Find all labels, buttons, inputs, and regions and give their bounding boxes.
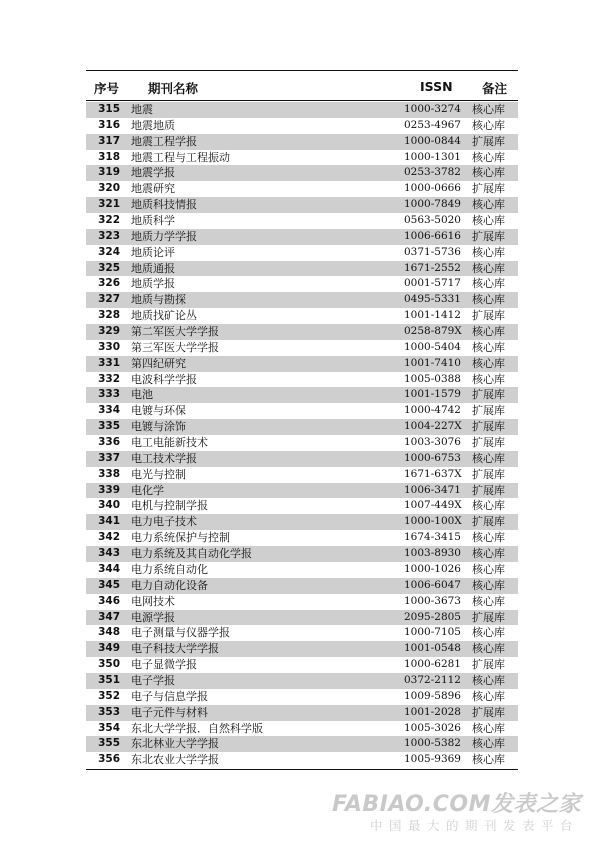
row-number: 344 <box>98 562 120 575</box>
table-row <box>86 736 518 752</box>
issn-value: 1001-0548 <box>404 642 461 655</box>
note-value: 扩展库 <box>472 515 505 529</box>
issn-value: 1005-0388 <box>404 372 461 385</box>
table-row <box>86 641 518 657</box>
note-value: 核心库 <box>472 372 505 386</box>
note-value: 核心库 <box>472 642 505 656</box>
row-number: 336 <box>98 436 120 449</box>
note-value: 核心库 <box>472 293 505 307</box>
row-number: 345 <box>98 578 120 591</box>
table-row <box>86 118 518 134</box>
table-row <box>86 197 518 213</box>
table-row <box>86 530 518 546</box>
row-number: 341 <box>98 515 120 528</box>
note-value: 核心库 <box>472 198 505 212</box>
issn-value: 0372-2112 <box>404 673 461 686</box>
note-value: 扩展库 <box>472 658 505 672</box>
row-number: 340 <box>98 499 120 512</box>
table-row <box>86 578 518 594</box>
row-number: 317 <box>98 134 120 147</box>
issn-value: 0495-5331 <box>404 293 461 306</box>
table-row <box>86 562 518 578</box>
row-number: 327 <box>98 293 120 306</box>
row-number: 323 <box>98 229 120 242</box>
journal-name: 电力系统保护与控制 <box>131 531 230 545</box>
issn-value: 1671-2552 <box>404 261 461 274</box>
issn-value: 0258-879X <box>404 325 462 338</box>
journal-name: 地质力学学报 <box>131 229 197 243</box>
issn-value: 1000-0844 <box>404 134 461 147</box>
issn-value: 1009-5896 <box>404 689 461 702</box>
journal-name: 第四纪研究 <box>131 356 186 370</box>
row-number: 346 <box>98 594 120 607</box>
issn-value: 1674-3415 <box>404 531 461 544</box>
journal-name: 电镀与环保 <box>131 404 186 418</box>
note-value: 扩展库 <box>472 483 505 497</box>
journal-name: 电子显微学报 <box>131 658 197 672</box>
journal-name: 第二军医大学学报 <box>131 325 219 339</box>
row-number: 325 <box>98 261 120 274</box>
journal-name: 电力系统自动化 <box>131 562 208 576</box>
note-value: 核心库 <box>472 166 505 180</box>
note-value: 核心库 <box>472 721 505 735</box>
journal-name: 电子学报 <box>131 673 175 687</box>
table-body <box>86 102 518 768</box>
note-value: 核心库 <box>472 245 505 259</box>
note-value: 核心库 <box>472 150 505 164</box>
note-value: 扩展库 <box>472 404 505 418</box>
note-value: 核心库 <box>472 261 505 275</box>
table-row <box>86 721 518 737</box>
issn-value: 1000-0666 <box>404 182 461 195</box>
row-number: 353 <box>98 705 120 718</box>
issn-value: 0253-3782 <box>404 166 461 179</box>
issn-value: 1001-2028 <box>404 705 461 718</box>
table-row <box>86 165 518 181</box>
issn-value: 1004-227X <box>404 420 462 433</box>
note-value: 扩展库 <box>472 388 505 402</box>
table-row <box>86 308 518 324</box>
row-number: 352 <box>98 689 120 702</box>
note-value: 核心库 <box>472 531 505 545</box>
journal-name: 电子测量与仪器学报 <box>131 626 230 640</box>
journal-name: 地质找矿论丛 <box>131 309 197 323</box>
issn-value: 0563-5020 <box>404 214 461 227</box>
journal-name: 地质科学 <box>131 214 175 228</box>
table-row <box>86 245 518 261</box>
note-value: 核心库 <box>472 499 505 513</box>
note-value: 核心库 <box>472 277 505 291</box>
note-value: 扩展库 <box>472 182 505 196</box>
table-row <box>86 340 518 356</box>
row-number: 347 <box>98 610 120 623</box>
issn-value: 1000-6281 <box>404 658 461 671</box>
row-number: 320 <box>98 182 120 195</box>
journal-name: 地质科技情报 <box>131 198 197 212</box>
journal-name: 地质学报 <box>131 277 175 291</box>
issn-value: 1007-449X <box>404 499 462 512</box>
row-number: 326 <box>98 277 120 290</box>
journal-name: 东北农业大学学报 <box>131 753 219 767</box>
row-number: 315 <box>98 103 120 115</box>
table-row <box>86 483 518 499</box>
journal-name: 地质与勘探 <box>131 293 186 307</box>
row-number: 343 <box>98 547 120 560</box>
table-row <box>86 276 518 292</box>
note-value: 核心库 <box>472 578 505 592</box>
table-header <box>86 73 518 99</box>
journal-name: 电力电子技术 <box>131 515 197 529</box>
journal-name: 电池 <box>131 388 153 402</box>
journal-name: 电工技术学报 <box>131 451 197 465</box>
issn-value: 1001-7410 <box>404 356 461 369</box>
journal-name: 电力自动化设备 <box>131 578 208 592</box>
table-row <box>86 498 518 514</box>
table-row <box>86 673 518 689</box>
journal-name: 电子元件与材料 <box>131 705 208 719</box>
note-value: 核心库 <box>472 753 505 767</box>
issn-value: 1000-5404 <box>404 340 461 353</box>
row-number: 329 <box>98 325 120 338</box>
table-row <box>86 625 518 641</box>
row-number: 331 <box>98 356 120 369</box>
journal-name: 电波科学学报 <box>131 372 197 386</box>
note-value: 核心库 <box>472 673 505 687</box>
row-number: 321 <box>98 198 120 211</box>
table-row <box>86 610 518 626</box>
journal-name: 地震工程学报 <box>131 134 197 148</box>
table-row <box>86 387 518 403</box>
note-value: 扩展库 <box>472 610 505 624</box>
issn-value: 0253-4967 <box>404 118 461 131</box>
note-value: 核心库 <box>472 214 505 228</box>
note-value: 核心库 <box>472 325 505 339</box>
row-number: 356 <box>98 753 120 766</box>
note-value: 扩展库 <box>472 467 505 481</box>
issn-value: 1000-7849 <box>404 198 461 211</box>
journal-name: 地震学报 <box>131 166 175 180</box>
issn-value: 1005-9369 <box>404 753 461 766</box>
note-value: 扩展库 <box>472 134 505 148</box>
issn-value: 1003-8930 <box>404 547 461 560</box>
journal-name: 东北林业大学学报 <box>131 737 219 751</box>
table-row <box>86 356 518 372</box>
row-number: 342 <box>98 531 120 544</box>
issn-value: 0001-5717 <box>404 277 461 290</box>
issn-value: 1006-6047 <box>404 578 461 591</box>
journal-name: 第三军医大学学报 <box>131 340 219 354</box>
table-header-rule <box>86 100 518 101</box>
table-bottom-rule <box>86 769 518 770</box>
note-value: 核心库 <box>472 340 505 354</box>
issn-value: 1000-3673 <box>404 594 461 607</box>
header-note: 备注 <box>482 81 508 96</box>
table-row <box>86 752 518 768</box>
note-value: 核心库 <box>472 737 505 751</box>
issn-value: 1001-1412 <box>404 309 461 322</box>
note-value: 扩展库 <box>472 436 505 450</box>
row-number: 349 <box>98 642 120 655</box>
row-number: 351 <box>98 673 120 686</box>
note-value: 核心库 <box>472 562 505 576</box>
note-value: 核心库 <box>472 118 505 132</box>
table-row <box>86 372 518 388</box>
row-number: 355 <box>98 737 120 750</box>
watermark-brand: FABIAO.COM发表之家 <box>332 792 581 817</box>
table-row <box>86 594 518 610</box>
table-row <box>86 467 518 483</box>
journal-name: 电化学 <box>131 483 164 497</box>
table-row <box>86 546 518 562</box>
journal-name: 电光与控制 <box>131 467 186 481</box>
issn-value: 1000-3274 <box>404 103 461 115</box>
note-value: 扩展库 <box>472 420 505 434</box>
table-row <box>86 403 518 419</box>
table-row <box>86 657 518 673</box>
journal-name: 电子与信息学报 <box>131 689 208 703</box>
row-number: 319 <box>98 166 120 179</box>
note-value: 核心库 <box>472 356 505 370</box>
table-row <box>86 419 518 435</box>
journal-name: 电力系统及其自动化学报 <box>131 547 252 561</box>
journal-name: 电子科技大学学报 <box>131 642 219 656</box>
row-number: 322 <box>98 214 120 227</box>
table-row <box>86 102 518 118</box>
issn-value: 1000-7105 <box>404 626 461 639</box>
issn-value: 1005-3026 <box>404 721 461 734</box>
row-number: 328 <box>98 309 120 322</box>
note-value: 核心库 <box>472 626 505 640</box>
note-value: 核心库 <box>472 103 505 116</box>
journal-name: 地震工程与工程振动 <box>131 150 230 164</box>
row-number: 316 <box>98 118 120 131</box>
issn-value: 1000-5382 <box>404 737 461 750</box>
issn-value: 1006-6616 <box>404 229 461 242</box>
journal-name: 地质通报 <box>131 261 175 275</box>
table-row <box>86 514 518 530</box>
issn-value: 1000-100X <box>404 515 462 528</box>
journal-name: 电镀与涂饰 <box>131 420 186 434</box>
journal-name: 东北大学学报．自然科学版 <box>131 721 263 735</box>
watermark-slogan: 中国最大的期刊发表平台 <box>369 818 579 833</box>
journal-name: 地质论评 <box>131 245 175 259</box>
table-row <box>86 451 518 467</box>
row-number: 350 <box>98 658 120 671</box>
table-row <box>86 324 518 340</box>
journal-name: 地震研究 <box>131 182 175 196</box>
table-row <box>86 705 518 721</box>
issn-value: 1001-1579 <box>404 388 461 401</box>
table-row <box>86 134 518 150</box>
issn-value: 1671-637X <box>404 467 462 480</box>
note-value: 核心库 <box>472 594 505 608</box>
row-number: 318 <box>98 150 120 163</box>
table-row <box>86 150 518 166</box>
journal-name: 电机与控制学报 <box>131 499 208 513</box>
table-row <box>86 435 518 451</box>
journal-name: 地震 <box>131 103 153 116</box>
journal-name: 电源学报 <box>131 610 175 624</box>
journal-name: 电工电能新技术 <box>131 436 208 450</box>
note-value: 核心库 <box>472 547 505 561</box>
header-number: 序号 <box>94 81 120 96</box>
table-row <box>86 292 518 308</box>
row-number: 339 <box>98 483 120 496</box>
header-issn: ISSN <box>420 79 453 94</box>
row-number: 348 <box>98 626 120 639</box>
header-journal-name: 期刊名称 <box>148 81 199 96</box>
row-number: 324 <box>98 245 120 258</box>
row-number: 334 <box>98 404 120 417</box>
row-number: 332 <box>98 372 120 385</box>
note-value: 核心库 <box>472 689 505 703</box>
issn-value: 0371-5736 <box>404 245 461 258</box>
note-value: 核心库 <box>472 451 505 465</box>
row-number: 337 <box>98 451 120 464</box>
table-row <box>86 689 518 705</box>
journal-name: 地震地质 <box>131 118 175 132</box>
journal-name: 电网技术 <box>131 594 175 608</box>
issn-value: 2095-2805 <box>404 610 461 623</box>
table-row <box>86 181 518 197</box>
issn-value: 1000-1301 <box>404 150 461 163</box>
issn-value: 1003-3076 <box>404 436 461 449</box>
issn-value: 1000-4742 <box>404 404 461 417</box>
table-row <box>86 229 518 245</box>
table-row <box>86 261 518 277</box>
note-value: 扩展库 <box>472 309 505 323</box>
row-number: 354 <box>98 721 120 734</box>
table-top-rule <box>86 70 518 71</box>
note-value: 扩展库 <box>472 229 505 243</box>
row-number: 335 <box>98 420 120 433</box>
issn-value: 1006-3471 <box>404 483 461 496</box>
issn-value: 1000-6753 <box>404 451 461 464</box>
table-row <box>86 213 518 229</box>
row-number: 338 <box>98 467 120 480</box>
note-value: 扩展库 <box>472 705 505 719</box>
row-number: 333 <box>98 388 120 401</box>
row-number: 330 <box>98 340 120 353</box>
issn-value: 1000-1026 <box>404 562 461 575</box>
